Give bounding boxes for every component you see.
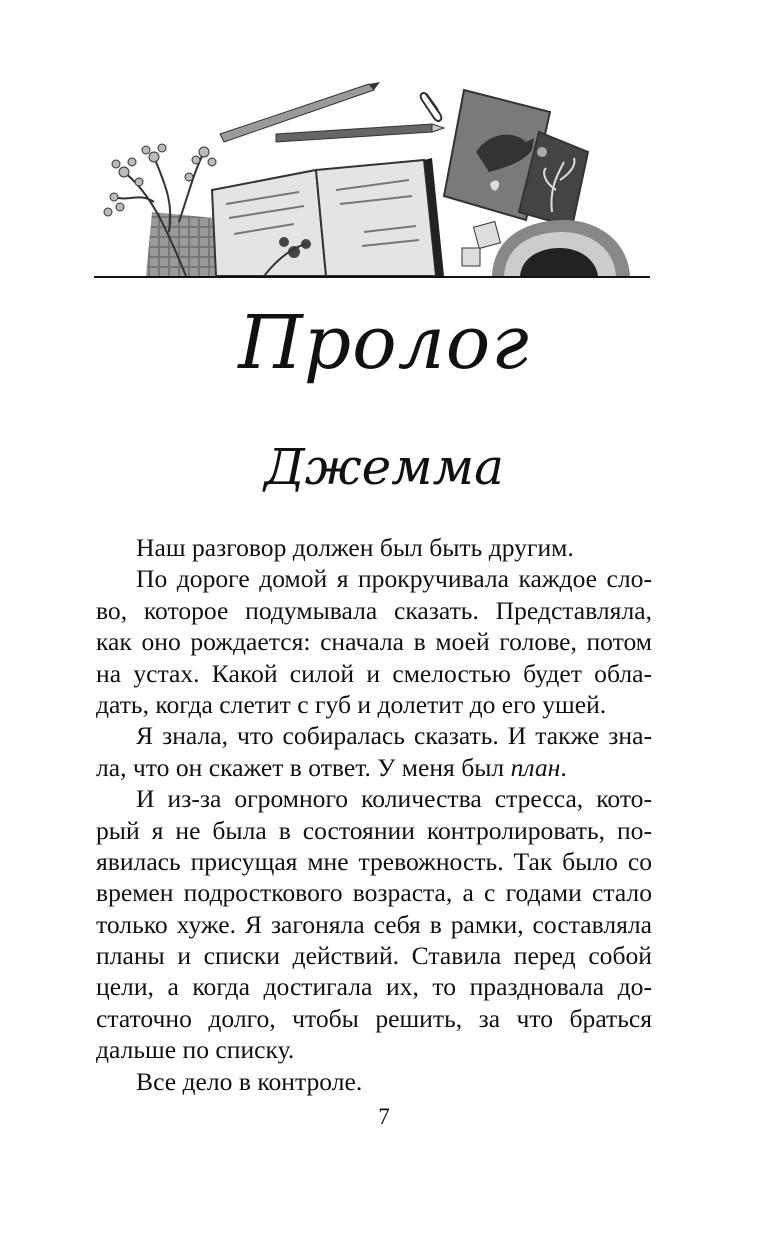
body-line: времен подросткового возраста, а с годами стало <box>96 878 652 908</box>
body-line: Я знала, что собиралась сказать. И также зна- <box>136 721 652 751</box>
body-line: планы и списки действий. Ставила перед собой <box>96 941 652 971</box>
body-line: И из-за огромного количества стресса, кото- <box>136 784 652 814</box>
body-line: Все дело в контроле. <box>136 1066 363 1096</box>
body-line: цели, а когда достигала их, то праздновала до- <box>96 972 652 1002</box>
header-illustration <box>94 72 650 280</box>
pencil-icon <box>220 82 444 142</box>
body-line: только хуже. Я загоняла себя в рамки, составляла <box>96 909 652 939</box>
body-line: Наш разговор должен был быть другим. <box>136 533 574 562</box>
page-number: 7 <box>378 1104 390 1129</box>
emphasis-word: план <box>510 752 561 782</box>
narrator-heading: Джемма <box>264 438 504 496</box>
body-line: статочно долго, чтобы решить, за что браться <box>96 1003 652 1033</box>
open-notebook-icon <box>212 158 444 276</box>
header-divider <box>94 276 650 278</box>
body-line: дать, когда слетит с губ и долетит до его ушей. <box>96 689 607 719</box>
plaid-napkin-icon <box>146 212 222 276</box>
body-line: во, которое подумывала сказать. Представляла, <box>96 595 652 625</box>
body-line: на устах. Какой силой и смелостью будет обла- <box>96 658 652 688</box>
body-line: ла, что он скажет в ответ. У меня был план. <box>96 752 567 782</box>
paperclip-icon <box>421 93 442 121</box>
sugar-cube-icon <box>462 222 500 266</box>
body-line: явилась присущая мне тревожность. Так было со <box>96 846 652 876</box>
coffee-cup-icon <box>492 220 630 276</box>
body-text <box>96 532 652 1097</box>
body-line: как оно рождается: сначала в моей голове, потом <box>96 627 652 657</box>
body-line: По дороге домой я прокручивала каждое сло- <box>136 564 652 594</box>
chapter-title: Пролог <box>238 300 530 386</box>
body-line: рый я не была в состоянии контролировать, по- <box>96 815 652 845</box>
body-line: дальше по списку. <box>96 1035 295 1065</box>
